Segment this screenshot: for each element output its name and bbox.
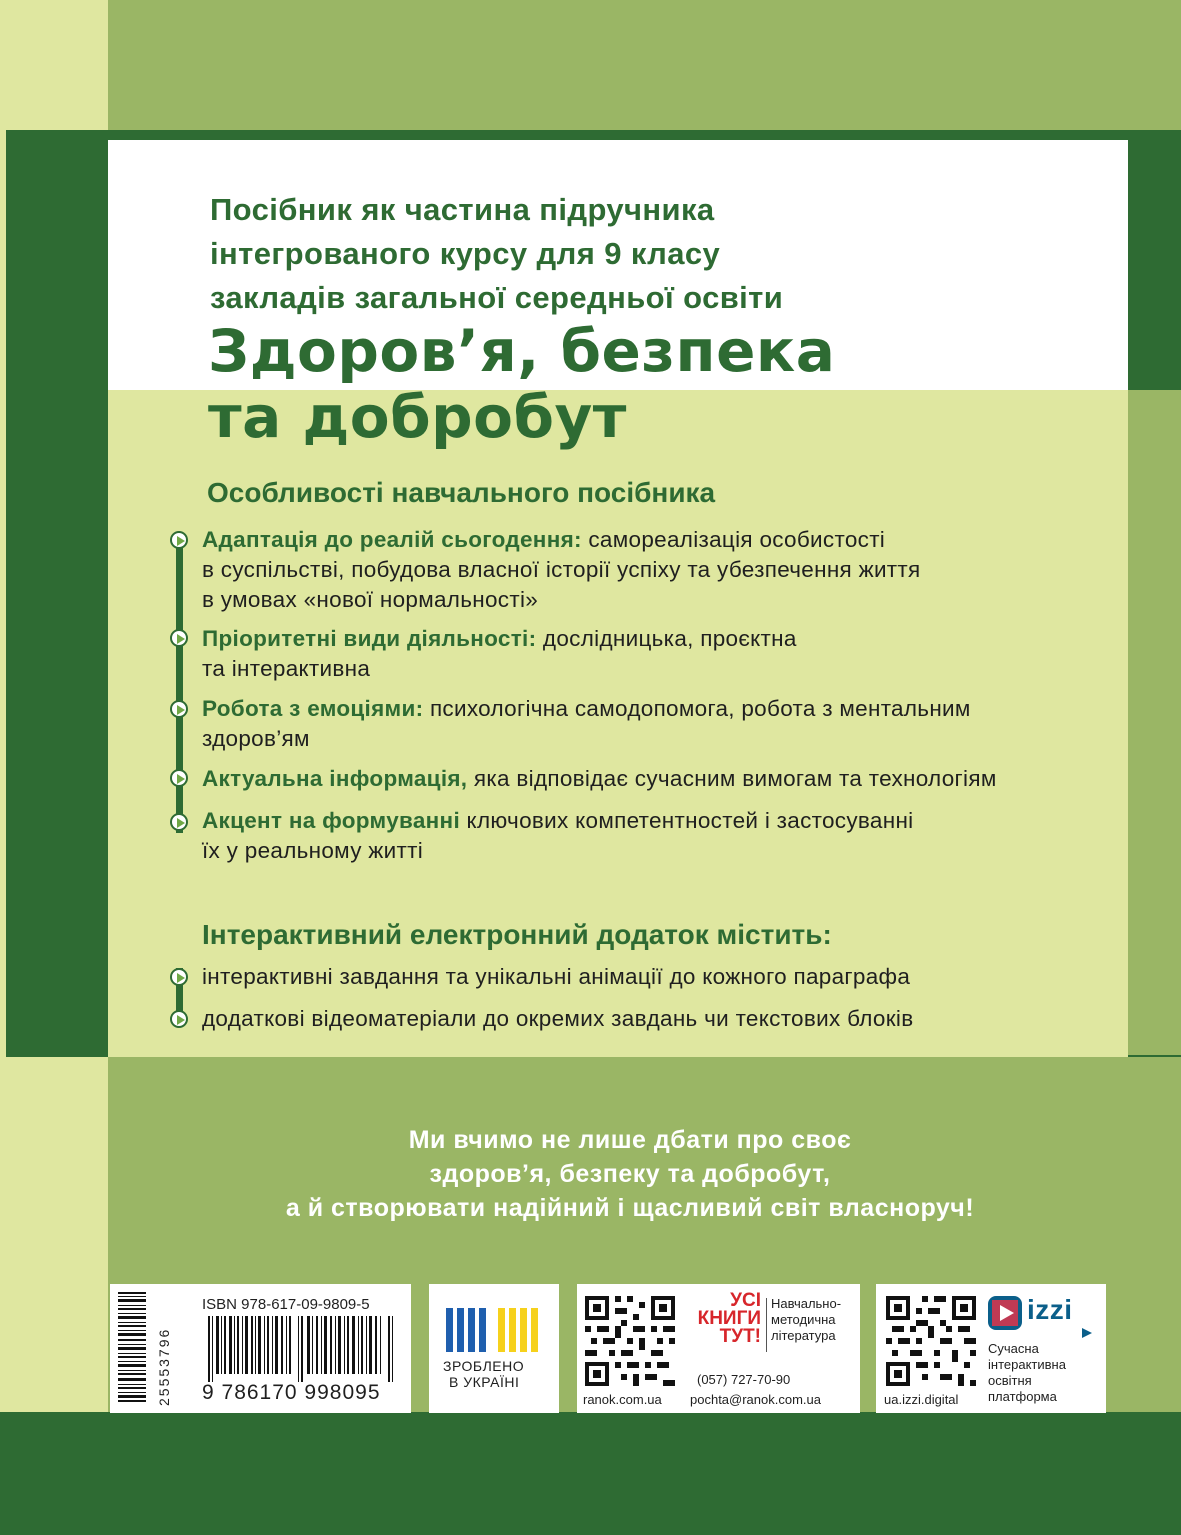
- addon-heading: Інтерактивний електронний додаток містить:: [202, 919, 832, 950]
- feature-desc: яка відповідає сучасним вимогам та технологіям: [467, 766, 997, 791]
- feature-key: Пріоритетні види діяльності:: [202, 626, 537, 651]
- features-rule: [176, 533, 183, 833]
- ranok-category-line: Навчально-: [771, 1296, 842, 1311]
- izzi-desc-line: платформа: [988, 1389, 1057, 1404]
- barcode-number: 9 786170 998095: [202, 1381, 381, 1404]
- addon-item: інтерактивні завдання та унікальні анімації до кожного параграфа: [202, 964, 911, 989]
- bullet-arrow-icon: [170, 1010, 188, 1028]
- izzi-brand: izzi: [1027, 1294, 1073, 1325]
- feature-key: Актуальна інформація,: [202, 766, 468, 791]
- isbn-barcode-card: [110, 1284, 411, 1413]
- ranok-category-line: література: [771, 1328, 836, 1343]
- slogan-line: а й створювати надійний і щасливий світ власноруч!: [285, 1194, 975, 1222]
- made-in-ukraine-badge: [429, 1284, 559, 1413]
- izzi-desc-line: інтерактивна: [988, 1357, 1066, 1372]
- bullet-arrow-icon: [170, 813, 188, 831]
- slogan-line: здоров’я, безпеку та добробут,: [429, 1160, 831, 1188]
- feature-item: [202, 764, 1102, 794]
- ranok-slogan-line: ТУТ!: [719, 1326, 761, 1347]
- ranok-category-line: методична: [771, 1312, 836, 1327]
- ranok-slogan-line: КНИГИ: [697, 1308, 761, 1329]
- slogan: [180, 1123, 1080, 1225]
- feature-desc: в умовах «нової нормальності»: [202, 587, 539, 612]
- feature-desc: самореалізація особистості: [581, 527, 886, 552]
- book-title: [208, 318, 1108, 450]
- feature-desc: в суспільстві, побудова власної історії успіху та убезпечення життя: [202, 557, 921, 582]
- slogan-line: Ми вчимо не лише дбати про своє: [408, 1126, 852, 1154]
- izzi-platform-card: [876, 1284, 1106, 1413]
- feature-desc: дослідницька, проєктна: [536, 626, 797, 651]
- ranok-qr-code-icon[interactable]: [585, 1296, 675, 1386]
- top-olive-band: [108, 0, 1181, 130]
- bullet-arrow-icon: [170, 769, 188, 787]
- izzi-play-mark-icon: [1082, 1328, 1092, 1338]
- bullet-arrow-icon: [170, 629, 188, 647]
- feature-desc: та інтерактивна: [202, 656, 371, 681]
- made-in-ukraine-line2: В УКРАЇНІ: [449, 1374, 520, 1390]
- book-subtitle: [210, 188, 1110, 320]
- izzi-site[interactable]: ua.izzi.digital: [884, 1392, 959, 1407]
- ranok-site[interactable]: ranok.com.ua: [583, 1392, 662, 1407]
- izzi-qr-code-icon[interactable]: [886, 1296, 976, 1386]
- ranok-slogan-line: УСІ: [730, 1290, 761, 1311]
- title-line: та добробут: [208, 383, 627, 451]
- bullet-arrow-icon: [170, 700, 188, 718]
- feature-desc: психологічна самодопомога, робота з ментальним: [423, 696, 971, 721]
- feature-desc: ключових компетентностей і застосуванні: [460, 808, 914, 833]
- feature-desc: їх у реальному житті: [202, 838, 424, 863]
- subtitle-line: Посібник як частина підручника: [210, 192, 715, 227]
- feature-item: [202, 624, 1102, 684]
- bottom-dark-band: [0, 1412, 1181, 1535]
- main-barcode-icon: [208, 1316, 398, 1382]
- subtitle-line: закладів загальної середньої освіти: [210, 280, 784, 315]
- feature-item: [202, 525, 1102, 615]
- feature-key: Акцент на формуванні: [202, 808, 460, 833]
- feature-desc: здоров’ям: [202, 726, 310, 751]
- izzi-desc-line: Сучасна: [988, 1341, 1039, 1356]
- side-barcode-number: 25553796: [156, 1327, 172, 1406]
- ranok-publisher-card: [577, 1284, 860, 1413]
- ranok-phone: (057) 727-70-90: [697, 1372, 791, 1387]
- subtitle-line: інтегрованого курсу для 9 класу: [210, 236, 721, 271]
- ukraine-stripes-icon: [446, 1308, 542, 1352]
- bullet-arrow-icon: [170, 531, 188, 549]
- features-heading: Особливості навчального посібника: [207, 477, 716, 508]
- izzi-logo-icon: [988, 1296, 1022, 1330]
- lower-left-light-block: [6, 1057, 108, 1412]
- addon-item: додаткові відеоматеріали до окремих завдань чи текстових блоків: [202, 1006, 914, 1031]
- ranok-divider: [766, 1298, 767, 1352]
- feature-item: [202, 806, 1102, 866]
- izzi-desc-line: освітня: [988, 1373, 1032, 1388]
- side-barcode-icon: [114, 1292, 194, 1404]
- right-dark-block: [1128, 130, 1181, 390]
- made-in-ukraine-line1: ЗРОБЛЕНО: [443, 1358, 525, 1374]
- izzi-description: [988, 1341, 1066, 1405]
- corner-light-block: [0, 0, 108, 130]
- ranok-slogan: [685, 1292, 761, 1346]
- feature-key: Робота з емоціями:: [202, 696, 424, 721]
- isbn-label: ISBN 978-617-09-9809-5: [202, 1296, 370, 1313]
- right-olive-block: [1128, 390, 1181, 1055]
- bullet-arrow-icon: [170, 968, 188, 986]
- feature-item: [202, 694, 1102, 754]
- ranok-email[interactable]: pochta@ranok.com.ua: [690, 1392, 821, 1407]
- feature-key: Адаптація до реалій сьогодення:: [202, 527, 582, 552]
- ranok-category: [771, 1296, 841, 1344]
- title-line: Здоров’я, безпека: [208, 317, 836, 385]
